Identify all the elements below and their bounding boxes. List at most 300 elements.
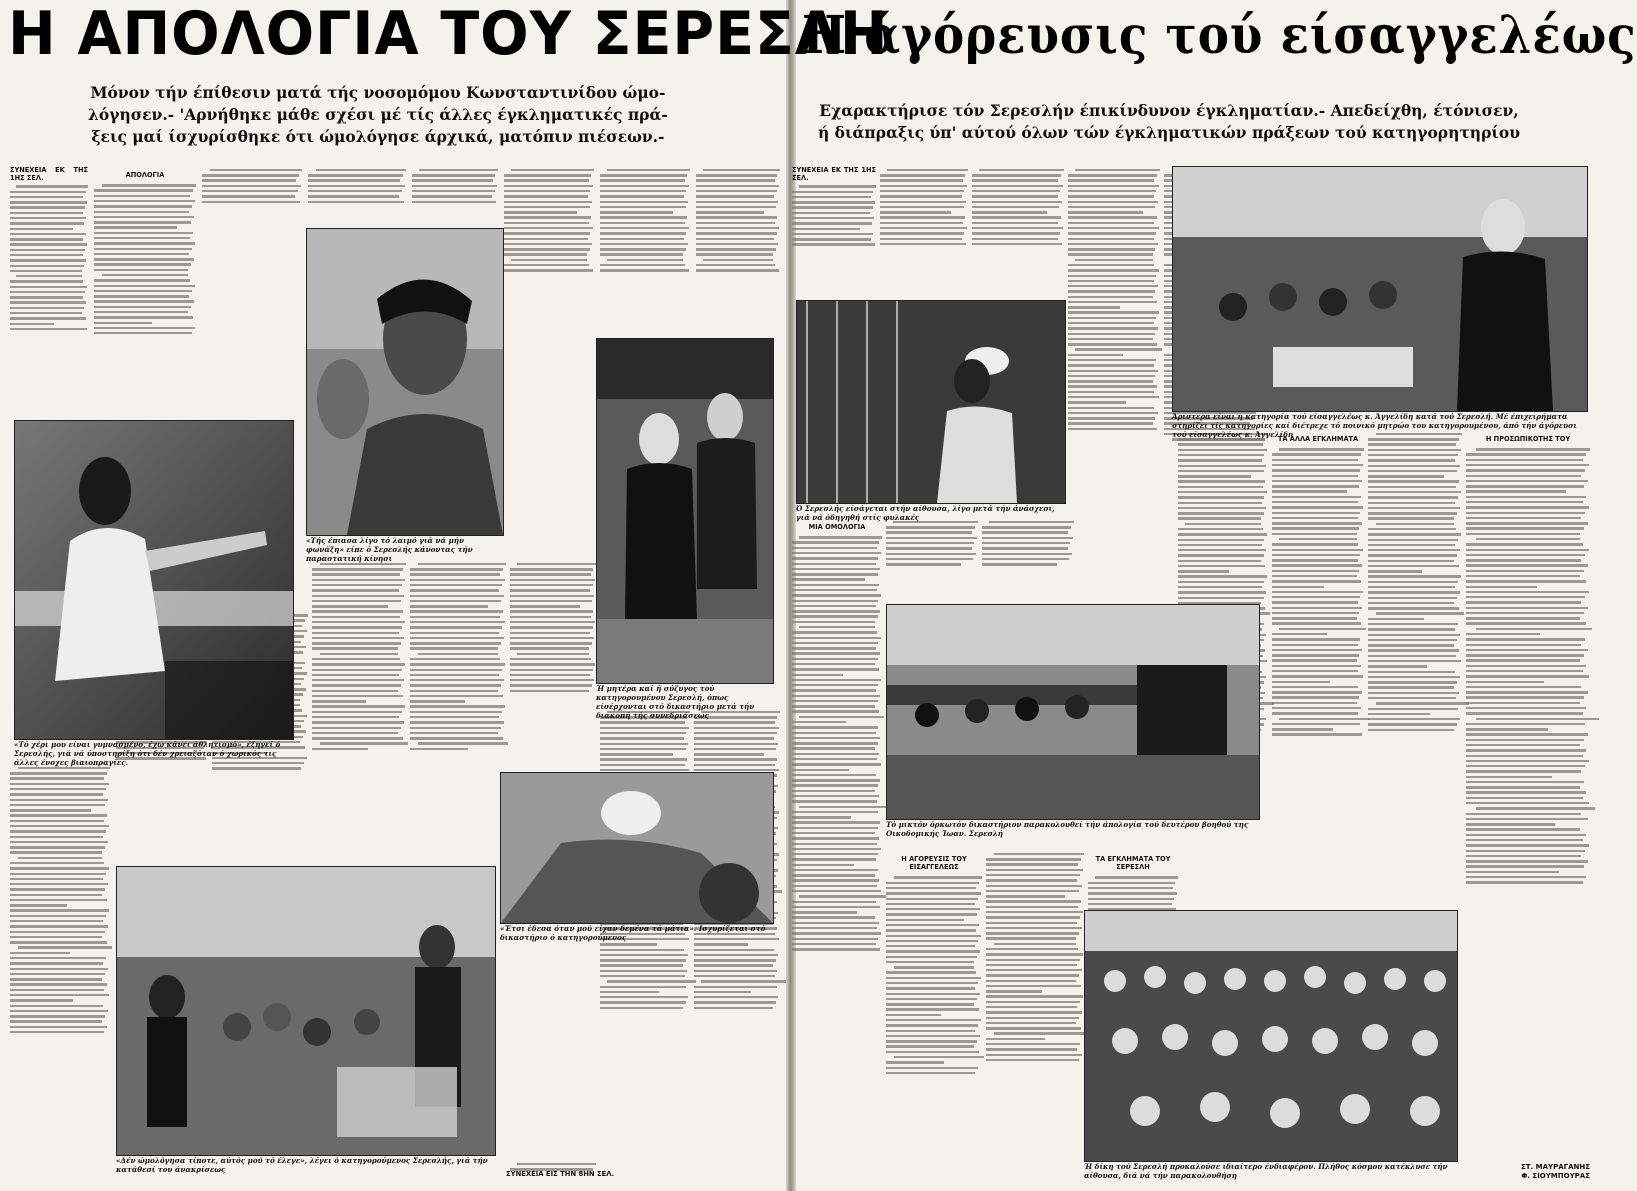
body-text-line — [1272, 512, 1360, 514]
body-text-line — [1466, 633, 1540, 635]
body-text-line — [1368, 623, 1458, 625]
body-text-line — [792, 927, 877, 929]
body-text-line — [696, 227, 779, 229]
body-text-line — [10, 1005, 103, 1007]
caption: «Έτσι έδεσα όταν μού είχαν δεμένα τά μάτια». Ισχυρίζεται στό δικαστήριο ό κατηγορούμενος — [500, 924, 766, 942]
body-text-line — [1466, 570, 1584, 572]
body-text-line — [1272, 601, 1358, 603]
body-text-line — [1178, 549, 1266, 551]
body-text-line — [312, 568, 403, 570]
body-text-line — [1368, 591, 1460, 593]
body-text-line — [792, 890, 881, 892]
body-text-line — [1368, 565, 1459, 567]
body-text-line — [1466, 522, 1588, 524]
body-text-line — [10, 820, 104, 822]
body-text-line — [312, 716, 399, 718]
body-text-line — [1368, 570, 1422, 572]
body-text-line — [312, 663, 405, 665]
body-text-line — [986, 932, 1079, 934]
body-text-line — [1272, 696, 1359, 698]
body-text-line — [1368, 597, 1457, 599]
body-text-line — [10, 894, 102, 896]
body-text-line — [792, 916, 875, 918]
body-text-line — [600, 975, 685, 977]
body-text-line — [1272, 681, 1330, 683]
body-text-line — [1272, 564, 1362, 566]
body-text-line — [510, 579, 595, 581]
body-text-line — [982, 531, 1068, 533]
body-text-line — [886, 547, 972, 549]
body-text-line — [94, 327, 195, 329]
body-text-line — [886, 961, 974, 963]
body-text-line — [986, 964, 1077, 966]
body-text-line — [1272, 490, 1347, 492]
body-text-line — [792, 700, 878, 702]
body-text-line — [418, 563, 506, 565]
body-text-line — [792, 832, 875, 834]
body-text-line — [792, 637, 881, 639]
body-text-line — [410, 721, 504, 723]
body-text-line — [1466, 728, 1548, 730]
body-text-line — [1272, 622, 1361, 624]
body-text-line — [986, 1054, 1082, 1056]
body-text-line — [94, 258, 194, 260]
body-text-line — [986, 974, 1079, 976]
body-text-line — [10, 999, 73, 1001]
body-text-line — [1368, 671, 1455, 673]
body-text-line — [886, 558, 973, 560]
body-text-line — [1178, 470, 1264, 472]
body-text-line — [886, 935, 981, 937]
body-text-line — [1466, 834, 1586, 836]
body-text-line — [792, 557, 878, 559]
body-text-line — [1466, 596, 1585, 598]
body-text-line — [312, 700, 366, 702]
body-text-line — [1466, 586, 1537, 588]
body-text-line — [10, 973, 105, 975]
body-text-line — [312, 605, 388, 607]
body-text-line — [1068, 311, 1159, 313]
body-text-line — [1466, 802, 1589, 804]
body-text-line — [1466, 469, 1585, 471]
caption: Ή δίκη τού Σερεσλή προκαλούσε ιδιαίτερο ένδιαφέρον. Πλήθος κόσμου κατέκλυσε τήν αίθουσα, διά νά τήν παρακολουθήση — [1084, 1162, 1448, 1180]
body-text-line — [10, 814, 107, 816]
body-text-line — [972, 227, 1063, 229]
body-text-line — [510, 584, 593, 586]
body-text-line — [1466, 533, 1580, 535]
body-text-line — [10, 888, 105, 890]
body-text-line — [94, 205, 192, 207]
body-text-line — [880, 227, 967, 229]
body-text-line — [1178, 496, 1264, 498]
body-text-line — [94, 232, 193, 234]
body-text-line — [886, 956, 977, 958]
body-text-line — [410, 658, 500, 660]
body-text-line — [312, 690, 398, 692]
body-text-line — [312, 621, 405, 623]
body-text-line — [410, 711, 502, 713]
body-text-line — [510, 589, 590, 591]
body-text-line — [1466, 712, 1583, 714]
body-text-line — [886, 977, 981, 979]
body-text-line — [1476, 718, 1599, 720]
body-text-line — [1368, 686, 1454, 688]
right-subhead — [818, 100, 1520, 144]
body-text-line — [1068, 322, 1154, 324]
body-text-line — [1272, 707, 1361, 709]
body-text-line — [792, 631, 877, 633]
body-text-line — [308, 179, 400, 181]
body-text-line — [1466, 702, 1580, 704]
body-text-line — [986, 916, 1080, 918]
text-column — [792, 518, 882, 1184]
body-text-line — [1075, 169, 1160, 171]
body-text-line — [1466, 617, 1580, 619]
body-text-line — [1272, 659, 1357, 661]
body-text-line — [1466, 786, 1580, 788]
body-text-line — [504, 174, 591, 176]
body-text-line — [600, 190, 686, 192]
body-text-line — [1068, 195, 1154, 197]
body-text-line — [894, 876, 982, 878]
body-text-line — [792, 615, 878, 617]
body-text-line — [886, 1072, 975, 1074]
body-text-line — [886, 882, 979, 884]
body-text-line — [1368, 581, 1458, 583]
body-text-line — [410, 705, 505, 707]
body-text-line — [886, 940, 978, 942]
body-text-line — [1368, 729, 1454, 731]
body-text-line — [600, 959, 686, 961]
body-text-line — [410, 690, 498, 692]
body-text-line — [1368, 676, 1460, 678]
body-text-line — [202, 195, 295, 197]
body-text-line — [308, 190, 402, 192]
body-text-line — [986, 885, 1082, 887]
body-text-line — [504, 195, 588, 197]
body-text-line — [410, 579, 505, 581]
body-text-line — [1466, 644, 1581, 646]
body-text-line — [880, 201, 966, 203]
body-text-line — [792, 547, 877, 549]
body-text-line — [1068, 275, 1156, 277]
body-text-line — [410, 568, 503, 570]
body-text-line — [694, 959, 776, 961]
body-text-line — [1476, 538, 1580, 540]
body-text-line — [1068, 327, 1158, 329]
body-text-line — [1466, 813, 1581, 815]
text-column — [412, 166, 498, 228]
body-text-line — [600, 201, 688, 203]
body-text-line — [886, 892, 981, 894]
body-text-line — [986, 874, 1080, 876]
body-text-line — [410, 695, 503, 697]
body-text-line — [1368, 502, 1455, 504]
body-text-line — [10, 783, 109, 785]
body-text-line — [1178, 581, 1264, 583]
body-text-line — [1466, 781, 1584, 783]
body-text-line — [989, 521, 1074, 523]
body-text-line — [10, 777, 104, 779]
body-text-line — [16, 275, 82, 277]
body-text-line — [1068, 296, 1153, 298]
body-text-line — [94, 253, 189, 255]
body-text-line — [510, 663, 595, 665]
body-text-line — [886, 526, 975, 528]
right-subhead-line: ή διάπραξις ύπ' αύτού όλων τών έγκληματικών πράξεων τού κατηγορητηρίου — [818, 123, 1520, 142]
body-text-line — [504, 264, 589, 266]
body-text-line — [972, 216, 1061, 218]
body-text-line — [600, 764, 685, 766]
body-text-line — [1068, 290, 1155, 292]
body-text-line — [792, 948, 880, 950]
text-column — [982, 518, 1074, 598]
body-text-line — [1368, 639, 1457, 641]
body-text-line — [1068, 227, 1159, 229]
body-text-line — [410, 732, 498, 734]
body-text-line — [880, 216, 965, 218]
body-text-line — [312, 679, 404, 681]
body-text-line — [792, 938, 878, 940]
body-text-line — [701, 711, 780, 713]
body-text-line — [1178, 480, 1265, 482]
body-text-line — [986, 990, 1042, 992]
body-text-line — [986, 890, 1079, 892]
body-text-line — [210, 169, 302, 171]
body-text-line — [1466, 770, 1581, 772]
body-text-line — [1368, 628, 1455, 630]
body-text-line — [886, 998, 977, 1000]
body-text-line — [696, 201, 778, 203]
body-text-line — [1272, 580, 1361, 582]
body-text-line — [607, 980, 696, 982]
body-text-line — [792, 932, 881, 934]
body-text-line — [994, 1032, 1086, 1034]
body-text-line — [694, 737, 774, 739]
body-text-line — [986, 953, 1083, 955]
body-text-line — [10, 238, 83, 240]
body-text-line — [510, 568, 593, 570]
body-text-line — [792, 605, 876, 607]
body-text-line — [792, 800, 877, 802]
body-text-line — [1272, 549, 1363, 551]
body-text-line — [1068, 375, 1155, 377]
body-text-line — [504, 211, 577, 213]
body-text-line — [600, 174, 687, 176]
body-text-line — [1178, 443, 1263, 445]
body-text-line — [10, 1020, 102, 1022]
body-text-line — [799, 185, 876, 187]
body-text-line — [410, 700, 465, 702]
body-text-line — [202, 179, 296, 181]
body-text-line — [1178, 517, 1261, 519]
body-text-line — [410, 605, 488, 607]
body-text-line — [799, 895, 885, 897]
body-text-line — [1466, 707, 1586, 709]
body-text-line — [600, 269, 689, 271]
body-text-line — [312, 732, 398, 734]
body-text-line — [986, 1059, 1079, 1061]
body-text-line — [510, 610, 593, 612]
body-text-line — [10, 1026, 107, 1028]
body-text-line — [1068, 354, 1123, 356]
body-text-line — [10, 270, 82, 272]
body-text-line — [1068, 174, 1157, 176]
body-text-line — [410, 632, 499, 634]
body-text-line — [792, 747, 875, 749]
body-text-line — [1466, 564, 1588, 566]
body-text-line — [1368, 533, 1461, 535]
body-text-line — [694, 954, 778, 956]
body-text-line — [1178, 591, 1266, 593]
body-text-line — [94, 242, 195, 244]
body-text-line — [410, 674, 499, 676]
text-column — [504, 166, 594, 336]
body-text-line — [1368, 465, 1460, 467]
body-text-line — [886, 553, 976, 555]
body-text-line — [10, 1010, 108, 1012]
body-text-line — [1466, 480, 1588, 482]
body-text-line — [792, 858, 876, 860]
body-text-line — [94, 211, 189, 213]
body-text-line — [886, 1040, 977, 1042]
body-text-line — [1178, 575, 1267, 577]
body-text-line — [1368, 544, 1455, 546]
body-text-line — [972, 190, 1060, 192]
body-text-line — [1178, 502, 1262, 504]
body-text-line — [1368, 449, 1461, 451]
body-text-line — [1279, 448, 1364, 450]
body-text-line — [886, 1024, 978, 1026]
body-text-line — [94, 216, 194, 218]
body-text-line — [1466, 675, 1589, 677]
body-text-line — [982, 542, 1070, 544]
body-text-line — [1068, 248, 1155, 250]
body-text-line — [792, 658, 878, 660]
body-text-line — [1368, 560, 1454, 562]
body-text-line — [1368, 708, 1458, 710]
author-name: ΣΤ. ΜΑΥΡΑΓΑΝΗΣ — [1520, 1163, 1590, 1171]
body-text-line — [600, 179, 685, 181]
body-text-line — [986, 863, 1078, 865]
body-text-line — [1272, 496, 1361, 498]
body-text-line — [1466, 485, 1584, 487]
body-text-line — [1075, 348, 1161, 350]
body-text-line — [986, 959, 1080, 961]
text-column — [886, 518, 978, 598]
body-text-line — [1466, 464, 1589, 466]
body-text-line — [1368, 486, 1456, 488]
section-head: ΤΑ ΑΛΛΑ ΕΓΚΛΗΜΑΤΑ — [1277, 435, 1359, 443]
body-text-line — [1272, 469, 1360, 471]
body-text-line — [792, 705, 875, 707]
body-text-line — [792, 212, 870, 214]
body-text-line — [1178, 459, 1262, 461]
body-text-line — [1466, 755, 1583, 757]
body-text-line — [696, 185, 779, 187]
body-text-line — [1466, 622, 1586, 624]
authors-signature — [1521, 1163, 1590, 1181]
body-text-line — [94, 221, 191, 223]
body-text-line — [312, 573, 400, 575]
body-text-line — [511, 259, 587, 261]
body-text-line — [510, 679, 594, 681]
body-text-line — [10, 1031, 104, 1033]
body-text-line — [10, 312, 82, 314]
body-text-line — [600, 996, 688, 998]
body-text-line — [10, 962, 103, 964]
body-text-line — [1178, 449, 1267, 451]
text-column — [880, 166, 968, 290]
body-text-line — [410, 716, 499, 718]
right-page — [792, 0, 1637, 1191]
body-text-line — [607, 259, 683, 261]
body-text-line — [1466, 559, 1581, 561]
body-text-line — [1368, 718, 1460, 720]
body-text-line — [886, 1030, 975, 1032]
body-text-line — [312, 595, 404, 597]
photo-seresli-gesturing — [14, 420, 294, 740]
body-text-line — [1466, 512, 1585, 514]
body-text-line — [792, 217, 874, 219]
body-text-line — [600, 1001, 686, 1003]
section-head: ΑΠΟΛΟΓΙΑ — [125, 171, 165, 179]
body-text-line — [982, 526, 1071, 528]
body-text-line — [1272, 480, 1362, 482]
body-text-line — [1185, 523, 1261, 525]
body-text-line — [792, 600, 878, 602]
body-text-line — [1272, 559, 1358, 561]
body-text-line — [10, 915, 106, 917]
body-text-line — [886, 1003, 974, 1005]
body-text-line — [792, 541, 879, 543]
body-text-line — [792, 758, 877, 760]
body-text-line — [10, 259, 86, 261]
body-text-line — [1466, 696, 1584, 698]
body-text-line — [1068, 211, 1143, 213]
body-text-line — [1466, 828, 1580, 830]
body-text-line — [600, 721, 685, 723]
body-text-line — [1368, 549, 1460, 551]
body-text-line — [202, 201, 300, 203]
body-text-line — [517, 1163, 596, 1165]
body-text-line — [1368, 655, 1456, 657]
body-text-line — [1178, 565, 1265, 567]
body-text-line — [886, 898, 978, 900]
body-text-line — [696, 238, 774, 240]
body-text-line — [1368, 575, 1461, 577]
body-text-line — [94, 200, 195, 202]
body-text-line — [1068, 396, 1159, 398]
body-text-line — [10, 191, 86, 193]
body-text-line — [94, 316, 193, 318]
body-text-line — [1272, 702, 1357, 704]
body-text-line — [1466, 459, 1583, 461]
body-text-line — [1272, 723, 1360, 725]
body-text-line — [600, 227, 689, 229]
body-text-line — [792, 911, 857, 913]
body-text-line — [880, 232, 964, 234]
body-text-line — [1376, 433, 1462, 435]
body-text-line — [312, 748, 368, 750]
body-text-line — [886, 908, 980, 910]
body-text-line — [10, 296, 83, 298]
body-text-line — [1068, 391, 1154, 393]
body-text-line — [696, 179, 775, 181]
body-text-line — [1068, 333, 1155, 335]
body-text-line — [1068, 343, 1157, 345]
body-text-line — [412, 195, 492, 197]
